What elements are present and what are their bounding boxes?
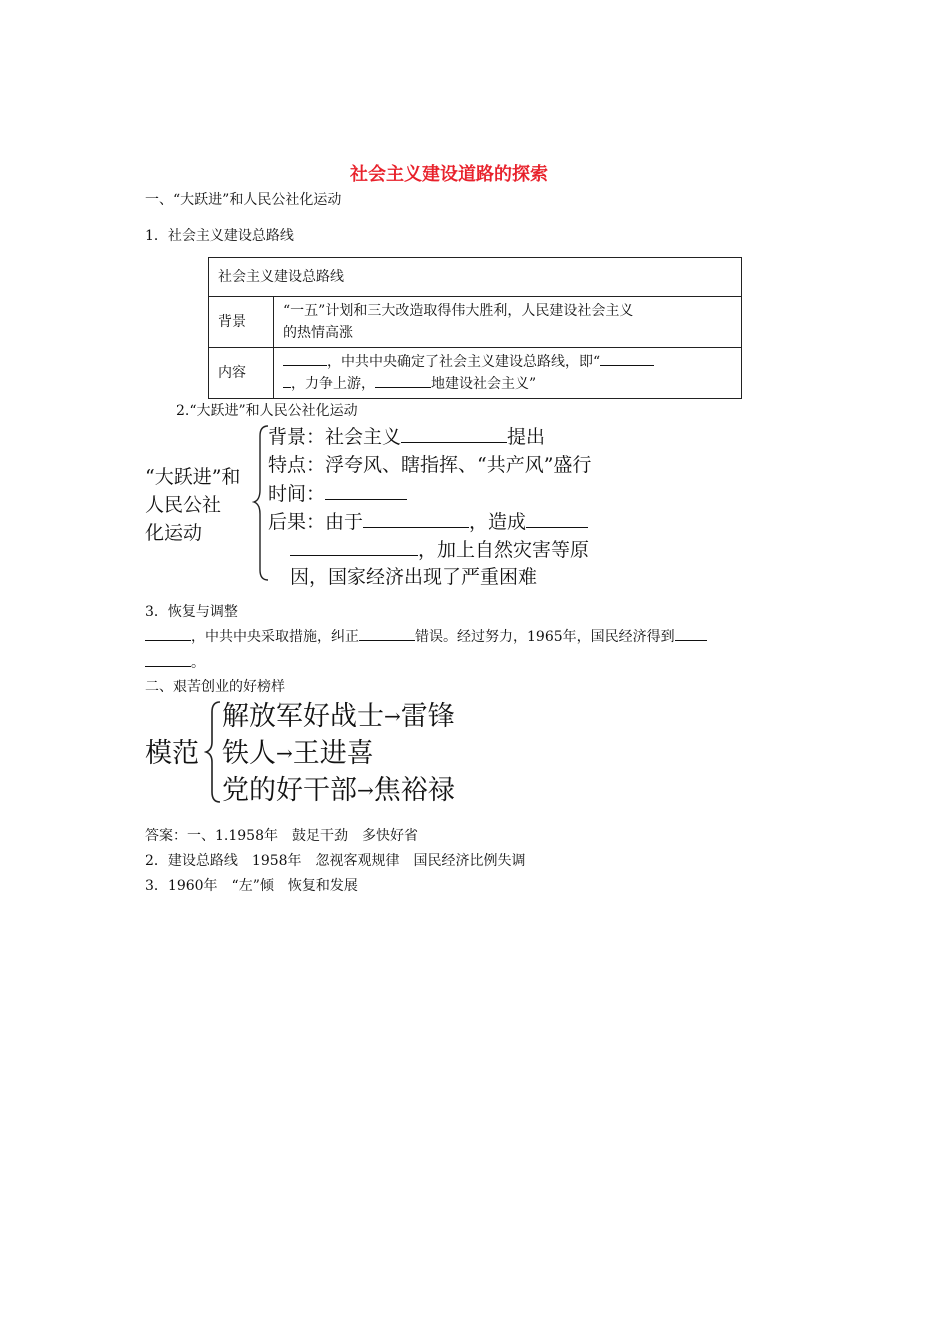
left-brace-icon [204, 700, 222, 804]
fill-blank [283, 373, 291, 388]
fill-blank [325, 482, 407, 500]
section2-heading: 二、艰苦创业的好榜样 [145, 679, 285, 695]
table-header: 社会主义建设总路线 [209, 258, 742, 297]
recovery-end: 。 [191, 655, 205, 671]
row-label-content: 内容 [209, 348, 274, 399]
diagram-result-end: 因，国家经济出现了严重困难 [290, 566, 538, 588]
diagram-result [268, 507, 588, 534]
recovery-text-2: 错误。经过努力，1965年，国民经济得到 [415, 629, 675, 645]
result-label: 后果：由于 [268, 511, 364, 533]
table-row [209, 297, 742, 348]
model-item [222, 768, 455, 807]
answers-line1: 答案：一、1.1958年 鼓足干劲 多快好省 [145, 828, 418, 844]
result-cause: ，造成 [469, 511, 527, 533]
background-suffix: 提出 [507, 426, 546, 448]
table-row [209, 348, 742, 399]
background-text: 背景：社会主义 [268, 426, 402, 448]
content-part1: ，中共中央确定了社会主义建设总路线，即“ [327, 354, 601, 370]
row-content-background [274, 297, 742, 348]
recovery-paragraph [145, 626, 707, 646]
fill-blank [145, 626, 191, 641]
row-label-background: 背景 [209, 297, 274, 348]
model-role: 铁人 [222, 738, 276, 769]
model-name: 王进喜 [292, 738, 374, 769]
fill-blank [290, 538, 418, 556]
models-label: 模范 [145, 738, 199, 769]
diagram-result-cont [290, 535, 589, 562]
diagram-features: 特点：浮夸风、瞎指挥、“共产风”盛行 [268, 454, 592, 476]
page-title: 社会主义建设道路的探索 [350, 164, 548, 185]
row-content-content [274, 348, 742, 399]
general-line-table [208, 257, 742, 399]
model-item [222, 731, 374, 770]
diagram-label-line3: 化运动 [145, 522, 203, 544]
arrow-right-icon: → [276, 741, 293, 765]
model-role: 党的好干部 [222, 775, 357, 806]
background-line2: 的热情高涨 [283, 325, 353, 341]
diagram-background [268, 422, 545, 449]
answers-line2: 2．建设总路线 1958年 忽视客观规律 国民经济比例失调 [145, 853, 526, 869]
model-item [222, 694, 455, 733]
model-role: 解放军好战士 [222, 701, 384, 732]
fill-blank [283, 351, 327, 366]
model-name: 焦裕禄 [373, 775, 455, 806]
background-line1: “一五”计划和三大改造取得伟大胜利，人民建设社会主义 [283, 303, 634, 319]
fill-blank [675, 626, 707, 641]
arrow-right-icon: → [384, 704, 401, 728]
content-part3: 地建设社会主义” [431, 376, 537, 392]
fill-blank [375, 373, 431, 388]
fill-blank [526, 510, 588, 528]
fill-blank [401, 425, 507, 443]
arrow-right-icon: → [357, 778, 374, 802]
fill-blank [145, 652, 191, 667]
fill-blank [600, 351, 654, 366]
section1-heading: 一、“大跃进”和人民公社化运动 [145, 192, 342, 208]
diagram-time [268, 479, 407, 506]
recovery-paragraph-end [145, 652, 205, 672]
time-label: 时间： [268, 483, 326, 505]
content-part2: ，力争上游， [291, 376, 375, 392]
fill-blank [359, 626, 415, 641]
result-text-2: ，加上自然灾害等原 [418, 539, 590, 561]
subheading-great-leap: 2.“大跃进”和人民公社化运动 [176, 403, 358, 419]
answers-line3: 3．1960年 “左”倾 恢复和发展 [145, 878, 358, 894]
subheading-general-line: 1．社会主义建设总路线 [145, 228, 294, 244]
diagram-label-line2: 人民公社 [145, 494, 222, 516]
recovery-text-1: ，中共中央采取措施，纠正 [191, 629, 359, 645]
diagram-label-line1: “大跃进”和 [145, 466, 241, 488]
subheading-recovery: 3．恢复与调整 [145, 604, 238, 620]
fill-blank [363, 510, 469, 528]
model-name: 雷锋 [400, 701, 455, 732]
